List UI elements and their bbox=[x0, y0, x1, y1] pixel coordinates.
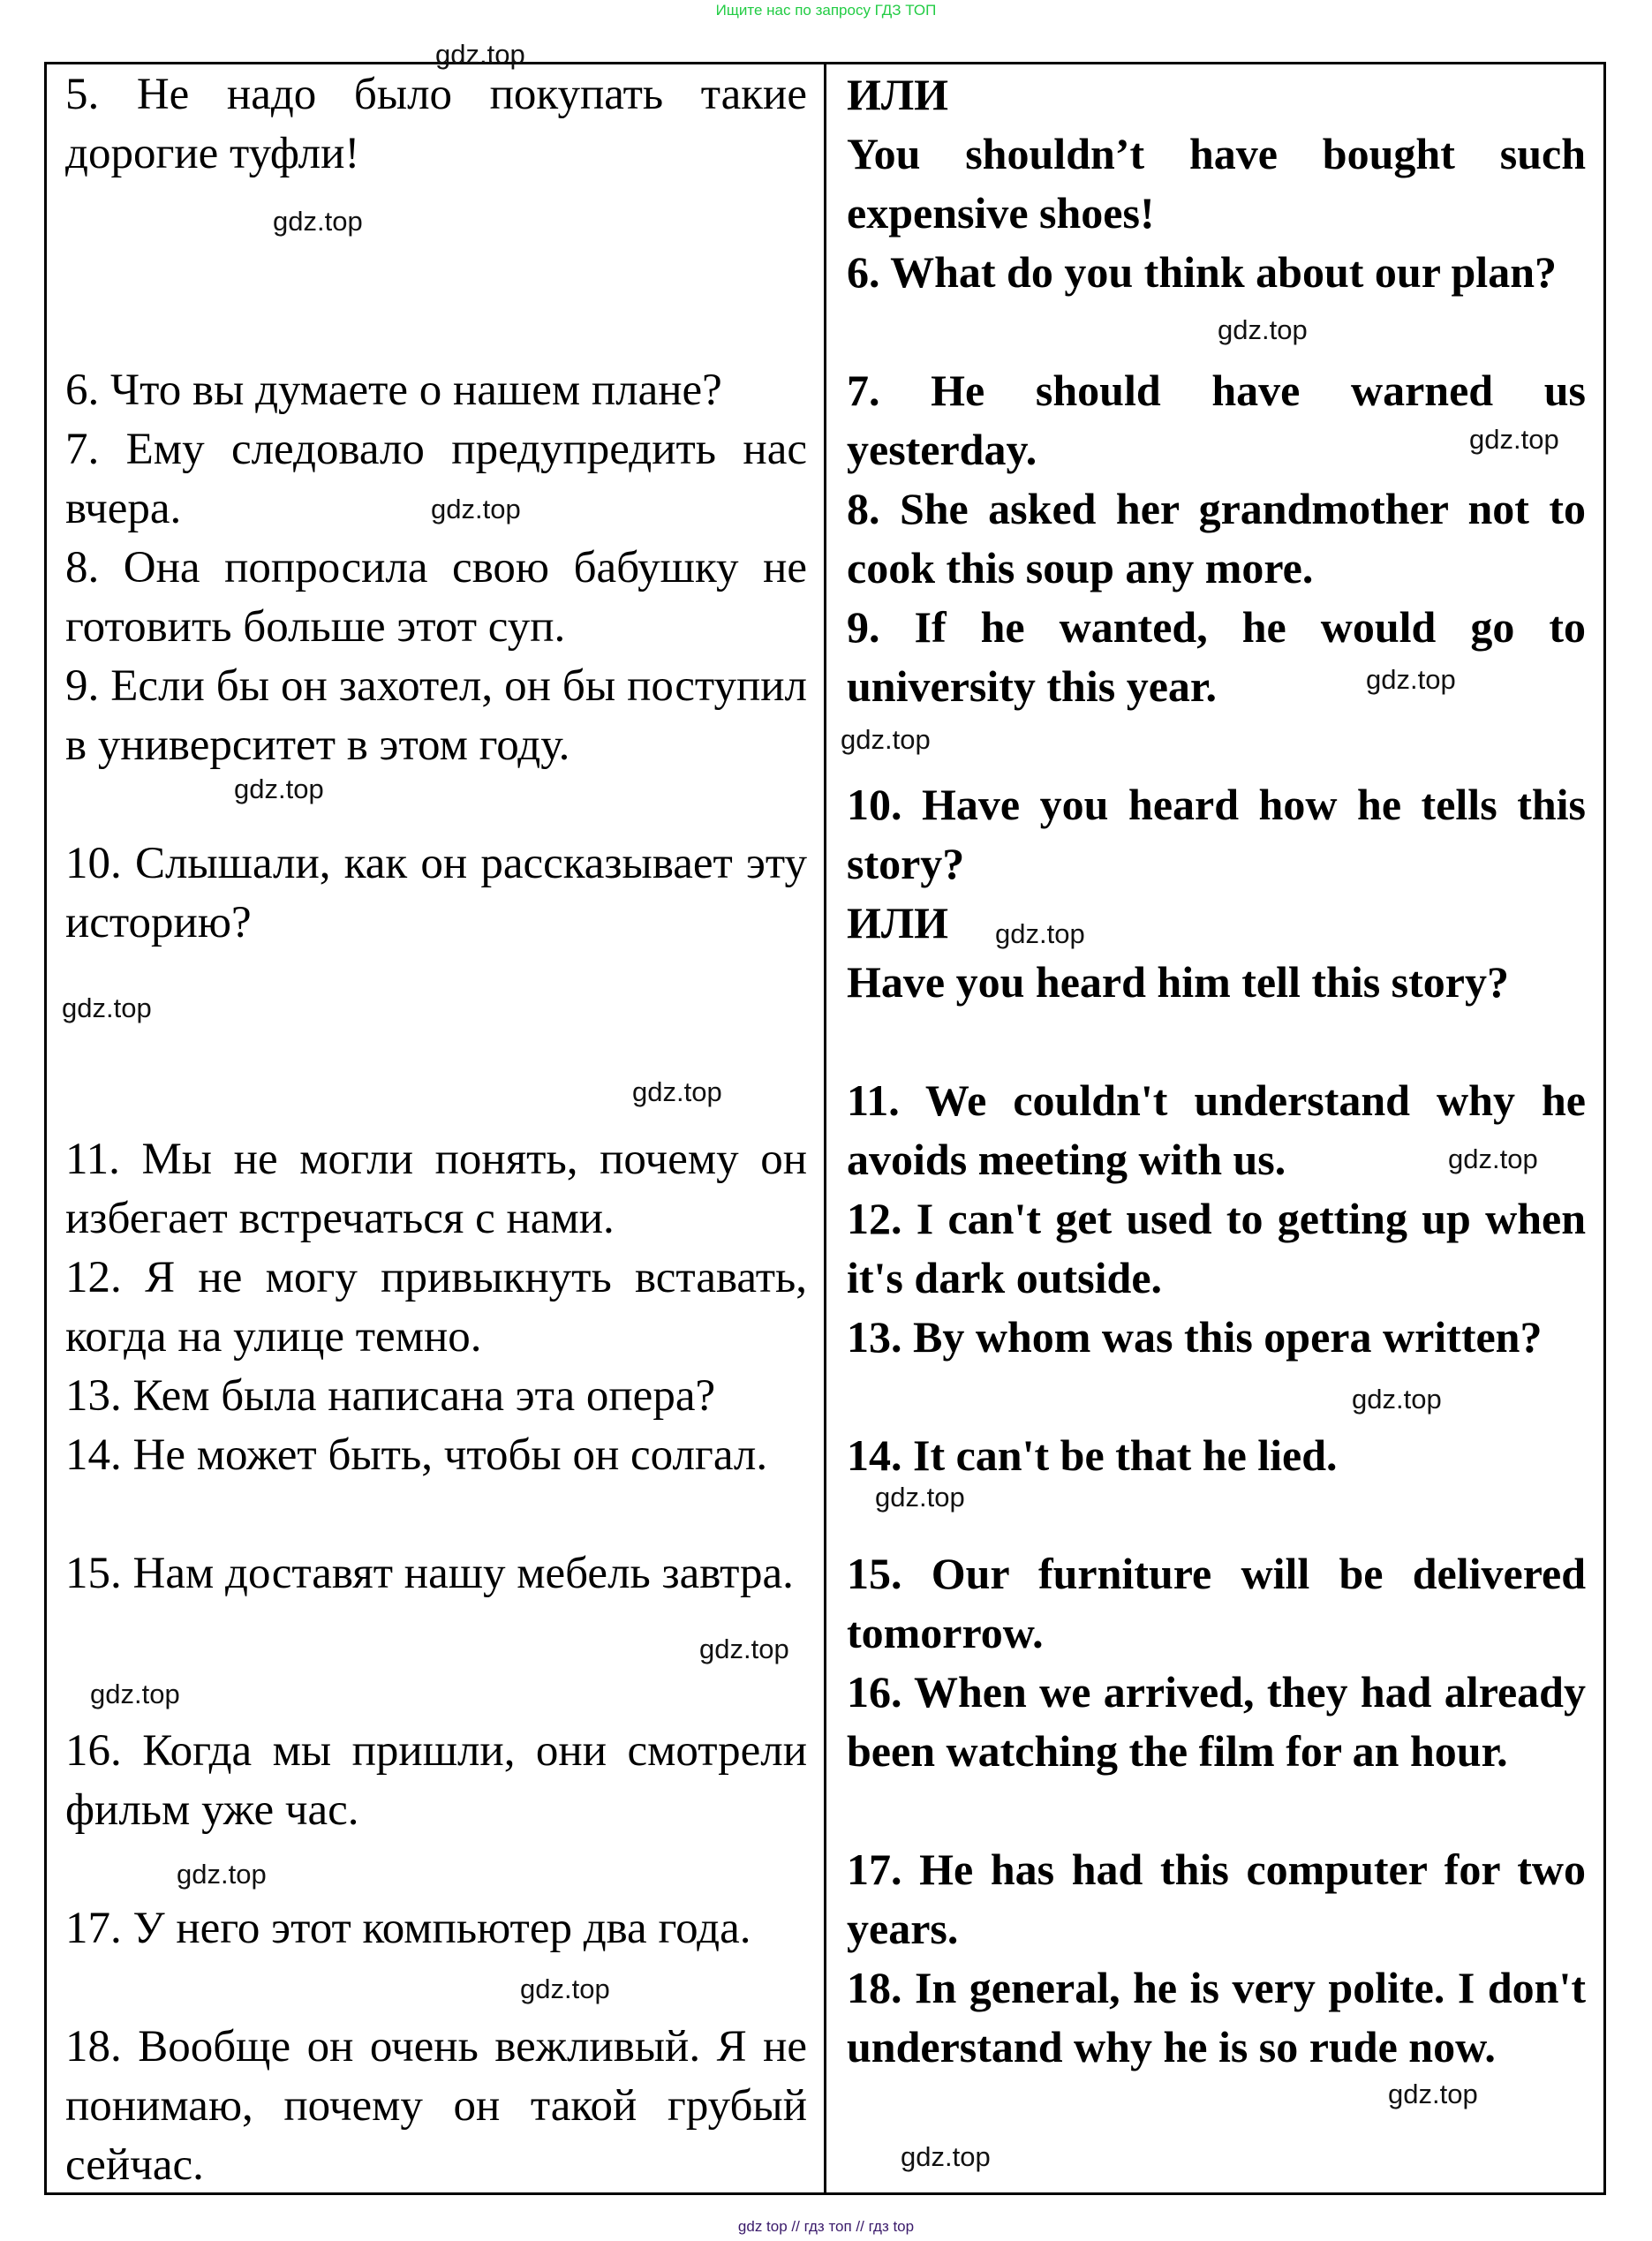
english-sentence: 14. It can't be that he lied. bbox=[847, 1430, 1338, 1480]
watermark: gdz.top bbox=[435, 39, 525, 70]
watermark: gdz.top bbox=[273, 206, 363, 237]
watermark: gdz.top bbox=[1388, 2079, 1478, 2109]
russian-sentence: 13. Кем была написана эта опера? bbox=[65, 1371, 716, 1421]
english-sentence: 18. In general, he is very polite. I don't understand why he is so rude now. bbox=[847, 1963, 1586, 2071]
watermark: gdz.top bbox=[901, 2141, 991, 2172]
russian-sentence: 5. Не надо было покупать такие дорогие туфли! bbox=[65, 70, 807, 178]
watermark: gdz.top bbox=[995, 918, 1085, 949]
russian-sentence: 8. Она попросила свою бабушку не готовить больше этот суп. bbox=[65, 543, 807, 652]
english-sentence: You shouldn’t have bought such expensive shoes! bbox=[847, 129, 1586, 238]
english-sentence: 12. I can't get used to getting up when it's dark outside. bbox=[847, 1194, 1586, 1302]
header-note: Ищите нас по запросу ГДЗ ТОП bbox=[715, 2, 937, 19]
russian-sentence: 14. Не может быть, чтобы он солгал. bbox=[65, 1430, 768, 1480]
english-sentence: 10. Have you heard how he tells this story? bbox=[847, 780, 1586, 888]
watermark: gdz.top bbox=[1218, 314, 1308, 345]
english-sentence: 13. By whom was this opera written? bbox=[847, 1312, 1543, 1362]
watermark: gdz.top bbox=[1469, 424, 1559, 455]
russian-sentence: 17. У него этот компьютер два года. bbox=[65, 1904, 751, 1953]
russian-sentence: 16. Когда мы пришли, они смотрели фильм уже час. bbox=[65, 1726, 807, 1835]
english-sentence: 9. If he wanted, he would go to university this year. bbox=[847, 602, 1586, 711]
watermark: gdz.top bbox=[841, 724, 931, 755]
russian-sentence: 6. Что вы думаете о нашем плане? bbox=[65, 366, 722, 415]
russian-sentence: 11. Мы не могли понять, почему он избегает встречаться с нами. bbox=[65, 1135, 807, 1243]
watermark: gdz.top bbox=[177, 1859, 267, 1890]
watermark: gdz.top bbox=[90, 1679, 180, 1709]
english-sentence: 16. When we arrived, they had already been watching the film for an hour. bbox=[847, 1667, 1586, 1776]
watermark: gdz.top bbox=[1448, 1143, 1538, 1174]
english-sentence: 11. We couldn't understand why he avoids meeting with us. bbox=[847, 1075, 1586, 1184]
english-sentence: 6. What do you think about our plan? bbox=[847, 247, 1558, 297]
english-sentence: 15. Our furniture will be delivered tomorrow. bbox=[847, 1549, 1586, 1657]
russian-sentence: 15. Нам доставят нашу мебель завтра. bbox=[65, 1549, 794, 1598]
russian-sentence: 18. Вообще он очень вежливый. Я не понимаю, почему он такой грубый сейчас. bbox=[65, 2022, 807, 2190]
english-sentence: ИЛИ bbox=[847, 898, 949, 947]
russian-sentence: 10. Слышали, как он рассказывает эту историю? bbox=[65, 839, 807, 947]
english-sentence: 17. He has had this computer for two years. bbox=[847, 1845, 1586, 1953]
watermark: gdz.top bbox=[699, 1634, 789, 1664]
column-divider bbox=[824, 62, 826, 2195]
russian-sentence: 7. Ему следовало предупредить нас вчера. bbox=[65, 425, 807, 533]
watermark: gdz.top bbox=[520, 1973, 610, 2004]
english-sentence: ИЛИ bbox=[847, 70, 949, 119]
footer-note: gdz top // гдз топ // гдз top bbox=[737, 2218, 915, 2235]
english-sentence: 7. He should have warned us yesterday. bbox=[847, 366, 1586, 474]
watermark: gdz.top bbox=[1352, 1384, 1442, 1415]
english-sentence: Have you heard him tell this story? bbox=[847, 957, 1509, 1007]
russian-sentence: 12. Я не могу привыкнуть вставать, когда на улице темно. bbox=[65, 1253, 807, 1362]
watermark: gdz.top bbox=[234, 773, 324, 804]
watermark: gdz.top bbox=[632, 1076, 722, 1107]
russian-sentence: 9. Если бы он захотел, он бы поступил в университет в этом году. bbox=[65, 661, 807, 770]
watermark: gdz.top bbox=[431, 494, 521, 524]
watermark: gdz.top bbox=[62, 992, 152, 1023]
watermark: gdz.top bbox=[875, 1482, 965, 1513]
watermark: gdz.top bbox=[1366, 664, 1456, 695]
english-sentence: 8. She asked her grandmother not to cook this soup any more. bbox=[847, 484, 1586, 592]
